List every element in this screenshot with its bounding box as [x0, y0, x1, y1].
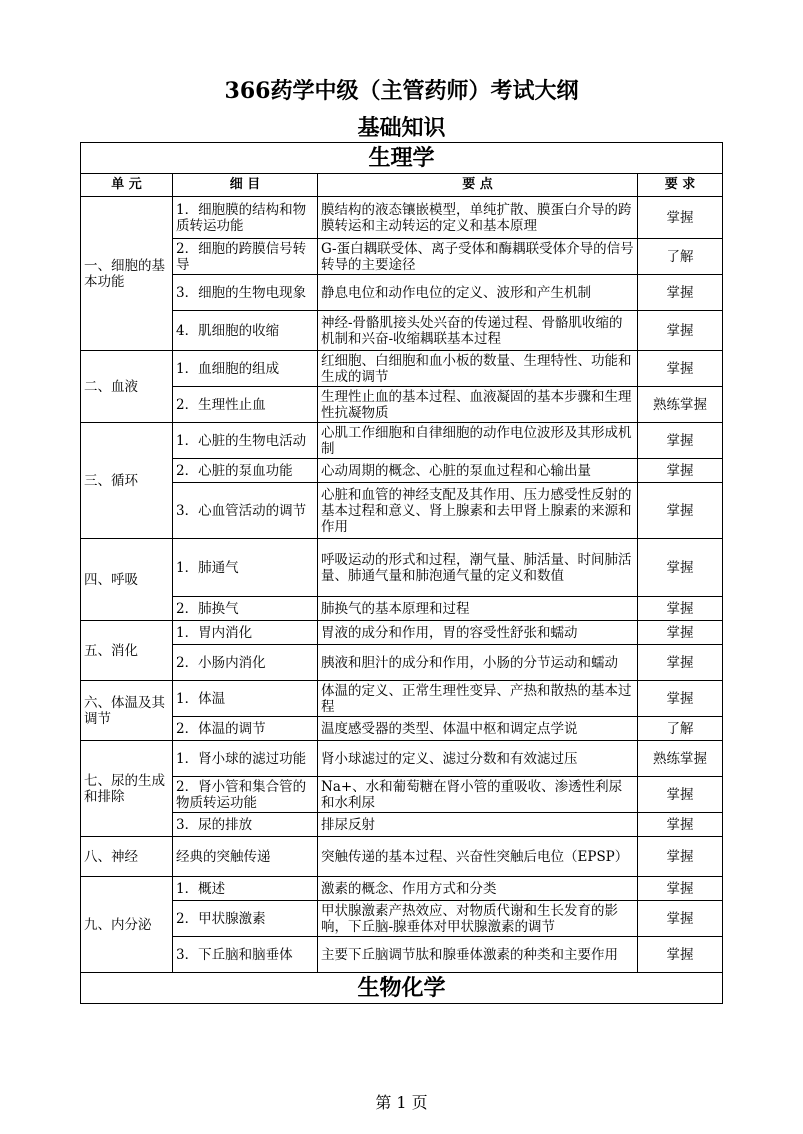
column-header-row	[81, 174, 723, 197]
unit-cell: 五、消化	[81, 621, 173, 681]
points-cell: 红细胞、白细胞和血小板的数量、生理特性、功能和生成的调节	[318, 351, 638, 387]
table-row	[81, 937, 723, 973]
header-requirement: 要 求	[638, 174, 723, 197]
points-cell: 温度感受器的类型、体温中枢和调定点学说	[318, 717, 638, 741]
requirement-cell: 掌握	[638, 837, 723, 877]
table-row	[81, 351, 723, 387]
header-unit: 单 元	[81, 174, 173, 197]
detail-cell: 2．生理性止血	[173, 387, 318, 423]
unit-cell: 九、内分泌	[81, 877, 173, 973]
unit-cell: 七、尿的生成和排除	[81, 741, 173, 837]
table-row	[81, 387, 723, 423]
detail-cell: 1．血细胞的组成	[173, 351, 318, 387]
unit-cell: 六、体温及其调节	[81, 681, 173, 741]
requirement-cell: 掌握	[638, 901, 723, 937]
table-body	[81, 197, 723, 973]
points-cell: 排尿反射	[318, 813, 638, 837]
table-row	[81, 813, 723, 837]
detail-cell: 3．细胞的生物电现象	[173, 275, 318, 311]
detail-cell: 1．肾小球的滤过功能	[173, 741, 318, 777]
detail-cell: 2．甲状腺激素	[173, 901, 318, 937]
unit-cell: 三、循环	[81, 423, 173, 539]
table-row	[81, 539, 723, 597]
requirement-cell: 掌握	[638, 483, 723, 539]
points-cell: 激素的概念、作用方式和分类	[318, 877, 638, 901]
table-row	[81, 901, 723, 937]
points-cell: 胃液的成分和作用，胃的容受性舒张和蠕动	[318, 621, 638, 645]
table-row	[81, 777, 723, 813]
requirement-cell: 掌握	[638, 459, 723, 483]
requirement-cell: 了解	[638, 239, 723, 275]
detail-cell: 2．心脏的泵血功能	[173, 459, 318, 483]
table-row	[81, 311, 723, 351]
requirement-cell: 掌握	[638, 877, 723, 901]
section-header-physiology: 生理学	[81, 143, 723, 174]
unit-cell: 二、血液	[81, 351, 173, 423]
detail-cell: 1．概述	[173, 877, 318, 901]
points-cell: 静息电位和动作电位的定义、波形和产生机制	[318, 275, 638, 311]
points-cell: G-蛋白耦联受体、离子受体和酶耦联受体介导的信号转导的主要途径	[318, 239, 638, 275]
page-number: 第 1 页	[375, 1093, 428, 1112]
section-header-biochemistry: 生物化学	[81, 973, 723, 1004]
detail-cell: 1．体温	[173, 681, 318, 717]
requirement-cell: 掌握	[638, 777, 723, 813]
requirement-cell: 掌握	[638, 645, 723, 681]
points-cell: 肺换气的基本原理和过程	[318, 597, 638, 621]
points-cell: 生理性止血的基本过程、血液凝固的基本步骤和生理性抗凝物质	[318, 387, 638, 423]
detail-cell: 2．体温的调节	[173, 717, 318, 741]
detail-cell: 3．尿的排放	[173, 813, 318, 837]
table-row	[81, 741, 723, 777]
syllabus-table	[80, 142, 723, 1004]
table-row	[81, 837, 723, 877]
points-cell: 体温的定义、正常生理性变异、产热和散热的基本过程	[318, 681, 638, 717]
detail-cell: 经典的突触传递	[173, 837, 318, 877]
requirement-cell: 掌握	[638, 197, 723, 239]
points-cell: 突触传递的基本过程、兴奋性突触后电位（EPSP）	[318, 837, 638, 877]
requirement-cell: 掌握	[638, 539, 723, 597]
requirement-cell: 掌握	[638, 621, 723, 645]
points-cell: 呼吸运动的形式和过程，潮气量、肺活量、时间肺活量、肺通气量和肺泡通气量的定义和数值	[318, 539, 638, 597]
table-row	[81, 459, 723, 483]
table-row	[81, 423, 723, 459]
points-cell: 神经-骨骼肌接头处兴奋的传递过程、骨骼肌收缩的机制和兴奋-收缩耦联基本过程	[318, 311, 638, 351]
detail-cell: 2．小肠内消化	[173, 645, 318, 681]
requirement-cell: 掌握	[638, 423, 723, 459]
points-cell: 心肌工作细胞和自律细胞的动作电位波形及其形成机制	[318, 423, 638, 459]
points-cell: 心脏和血管的神经支配及其作用、压力感受性反射的基本过程和意义、肾上腺素和去甲肾上腺素的来源和作用	[318, 483, 638, 539]
table-row	[81, 621, 723, 645]
points-cell: 膜结构的液态镶嵌模型，单纯扩散、膜蛋白介导的跨膜转运和主动转运的定义和基本原理	[318, 197, 638, 239]
table-row	[81, 645, 723, 681]
requirement-cell: 掌握	[638, 937, 723, 973]
header-detail: 细 目	[173, 174, 318, 197]
unit-cell: 八、神经	[81, 837, 173, 877]
unit-cell: 一、细胞的基本功能	[81, 197, 173, 351]
detail-cell: 2．肺换气	[173, 597, 318, 621]
detail-cell: 2．细胞的跨膜信号转导	[173, 239, 318, 275]
detail-cell: 1．心脏的生物电活动	[173, 423, 318, 459]
table-row	[81, 681, 723, 717]
table-row	[81, 597, 723, 621]
table-row	[81, 877, 723, 901]
points-cell: Na+、水和葡萄糖在肾小管的重吸收、渗透性利尿和水利尿	[318, 777, 638, 813]
requirement-cell: 了解	[638, 717, 723, 741]
requirement-cell: 掌握	[638, 351, 723, 387]
detail-cell: 3．心血管活动的调节	[173, 483, 318, 539]
points-cell: 肾小球滤过的定义、滤过分数和有效滤过压	[318, 741, 638, 777]
detail-cell: 1．细胞膜的结构和物质转运功能	[173, 197, 318, 239]
table-row	[81, 275, 723, 311]
table-row	[81, 717, 723, 741]
header-points: 要 点	[318, 174, 638, 197]
points-cell: 胰液和胆汁的成分和作用，小肠的分节运动和蠕动	[318, 645, 638, 681]
document-title: 366药学中级（主管药师）考试大纲	[224, 78, 579, 104]
document-subtitle: 基础知识	[357, 115, 446, 141]
table-row	[81, 239, 723, 275]
detail-cell: 1．胃内消化	[173, 621, 318, 645]
table-row	[81, 483, 723, 539]
requirement-cell: 掌握	[638, 813, 723, 837]
requirement-cell: 掌握	[638, 597, 723, 621]
requirement-cell: 熟练掌握	[638, 741, 723, 777]
detail-cell: 3．下丘脑和脑垂体	[173, 937, 318, 973]
requirement-cell: 掌握	[638, 275, 723, 311]
table-row	[81, 197, 723, 239]
requirement-cell: 熟练掌握	[638, 387, 723, 423]
detail-cell: 2．肾小管和集合管的物质转运功能	[173, 777, 318, 813]
unit-cell: 四、呼吸	[81, 539, 173, 621]
points-cell: 心动周期的概念、心脏的泵血过程和心输出量	[318, 459, 638, 483]
points-cell: 甲状腺激素产热效应、对物质代谢和生长发育的影响，下丘脑-腺垂体对甲状腺激素的调节	[318, 901, 638, 937]
detail-cell: 1．肺通气	[173, 539, 318, 597]
detail-cell: 4．肌细胞的收缩	[173, 311, 318, 351]
requirement-cell: 掌握	[638, 311, 723, 351]
requirement-cell: 掌握	[638, 681, 723, 717]
points-cell: 主要下丘脑调节肽和腺垂体激素的种类和主要作用	[318, 937, 638, 973]
